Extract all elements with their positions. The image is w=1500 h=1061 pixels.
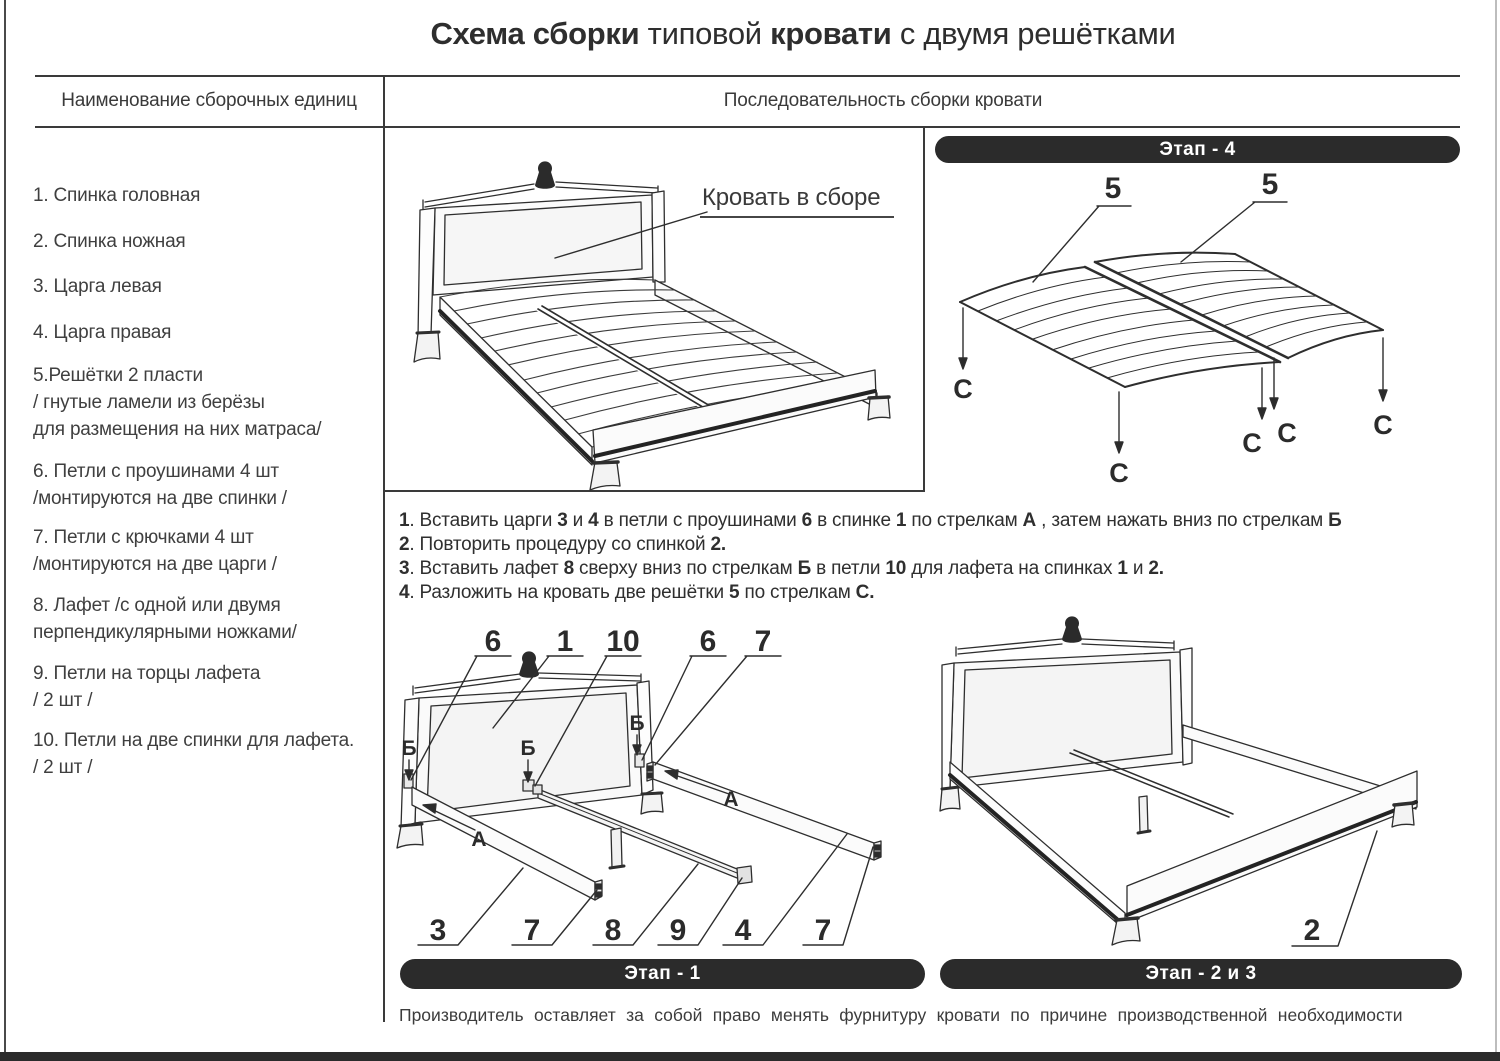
stage1-callout: 8 (604, 914, 622, 947)
arrow-a-label: А (723, 788, 739, 811)
part-item-7: 7. Петли с крючками 4 шт /монтируются на две царги / (33, 527, 277, 575)
hook-icon (596, 892, 601, 897)
page-right-edge (1495, 0, 1497, 1052)
bed-leg-near (590, 462, 620, 490)
arrow-b-label: Б (401, 737, 417, 760)
instruction-line-4: 4. Разложить на кровать две решётки 5 по стрелкам С. (399, 582, 875, 603)
stage4-diagram (935, 162, 1465, 500)
part-item-4: 4. Царга правая (33, 322, 172, 343)
arrow-c-label: С (953, 374, 973, 404)
arrow-c-label: С (1277, 418, 1297, 448)
stage1-diagram (395, 610, 930, 960)
hinge-eyelet-right (635, 754, 644, 767)
stage1-callout: 7 (754, 625, 772, 658)
left-column-header: Наименование сборочных единиц (61, 90, 357, 111)
stage1-callout: 7 (523, 914, 541, 947)
page-left-edge (4, 0, 6, 1052)
stage4-banner: Этап - 4 (935, 136, 1460, 163)
part-item-2: 2. Спинка ножная (33, 231, 186, 252)
callout5-left-leader (1033, 206, 1131, 282)
part-item-10: 10. Петли на две спинки для лафета. / 2 шт / (33, 730, 355, 778)
arrow-b-label: Б (520, 737, 536, 760)
lafet-leg (611, 828, 622, 868)
stage1-callout: 3 (429, 914, 447, 947)
headboard-leg (414, 332, 440, 362)
page-bottom-bar (0, 1052, 1500, 1061)
divider-under-title (35, 75, 1460, 77)
stage23-callout-2: 2 (1303, 914, 1321, 947)
finial-icon (535, 161, 555, 188)
arrow-a-label: А (471, 828, 487, 851)
stage1-callout: 4 (734, 914, 752, 947)
part-item-8: 8. Лафет /с одной или двумя перпендикулярными ножками/ (33, 595, 297, 643)
arrow-c-label: С (1109, 458, 1129, 488)
hook-icon (596, 884, 601, 889)
bed-leg-near (1112, 918, 1140, 945)
part-item-6: 6. Петли с проушинами 4 шт /монтируются на две спинки / (33, 461, 287, 509)
lafet-leg (1139, 796, 1148, 833)
side-rail-right (653, 762, 874, 860)
part-item-9: 9. Петли на торцы лафета / 2 шт / (33, 663, 261, 711)
lafet-beam-mask (538, 308, 728, 421)
headboard-pediment-right (1082, 639, 1174, 650)
part-item-1: 1. Спинка головная (33, 185, 201, 206)
headboard-pediment-left (956, 639, 1062, 656)
hook-icon (875, 852, 880, 857)
right-column-header: Последовательность сборки кровати (723, 90, 1043, 111)
stage1-callout: 7 (814, 914, 832, 947)
stage23-banner: Этап - 2 и 3 (940, 959, 1462, 989)
instruction-line-3: 3. Вставить лафет 8 сверху вниз по стрелкам Б в петли 10 для лафета на спинках 1 и 2. (399, 558, 1164, 579)
stage1-callout: 6 (484, 625, 502, 658)
stage4-callout-5-left: 5 (1104, 172, 1122, 205)
part-item-5: 5.Решётки 2 пласти / гнутые ламели из берёзы для размещения на них матраса/ (33, 365, 322, 440)
instruction-line-1: 1. Вставить царги 3 и 4 в петли с проушинами 6 в спинке 1 по стрелкам А , затем нажать вниз по стрелкам Б (399, 510, 1342, 531)
headboard-post-right (652, 191, 665, 282)
stage1-callout: 10 (606, 625, 640, 658)
arrow-c-label: С (1373, 410, 1393, 440)
stage1-callout: 1 (556, 625, 574, 658)
arrow-c-label: С (1242, 428, 1262, 458)
assembled-bed-label: Кровать в сборе (700, 184, 894, 218)
stage1-banner: Этап - 1 (400, 959, 925, 989)
stage4-callout-5-right: 5 (1261, 168, 1279, 201)
slat-base-left (960, 267, 1280, 387)
headboard-post-left (418, 208, 435, 338)
headboard-leg (940, 787, 960, 811)
stage1-callout: 6 (699, 625, 717, 658)
footer-note: Производитель оставляет за собой право менять фурнитуру кровати по причине производственной необходимости (399, 1005, 1403, 1025)
hook-icon (875, 845, 880, 850)
finial-icon (1062, 616, 1082, 642)
part-item-3: 3. Царга левая (33, 276, 162, 297)
lafet-front-hinge (533, 785, 542, 794)
page-title: Схема сборки типовой кровати с двумя решётками (430, 16, 1176, 51)
instruction-line-2: 2. Повторить процедуру со спинкой 2. (399, 534, 726, 555)
headboard-pediment-right (556, 182, 658, 195)
stage23-diagram (940, 615, 1475, 960)
arrow-b-label: Б (629, 712, 645, 735)
hook-icon (647, 773, 652, 778)
hook-icon (647, 766, 652, 771)
arrow-c-icons (959, 308, 1387, 453)
stage1-callout: 9 (669, 914, 687, 947)
headboard-pediment-right (539, 673, 641, 683)
